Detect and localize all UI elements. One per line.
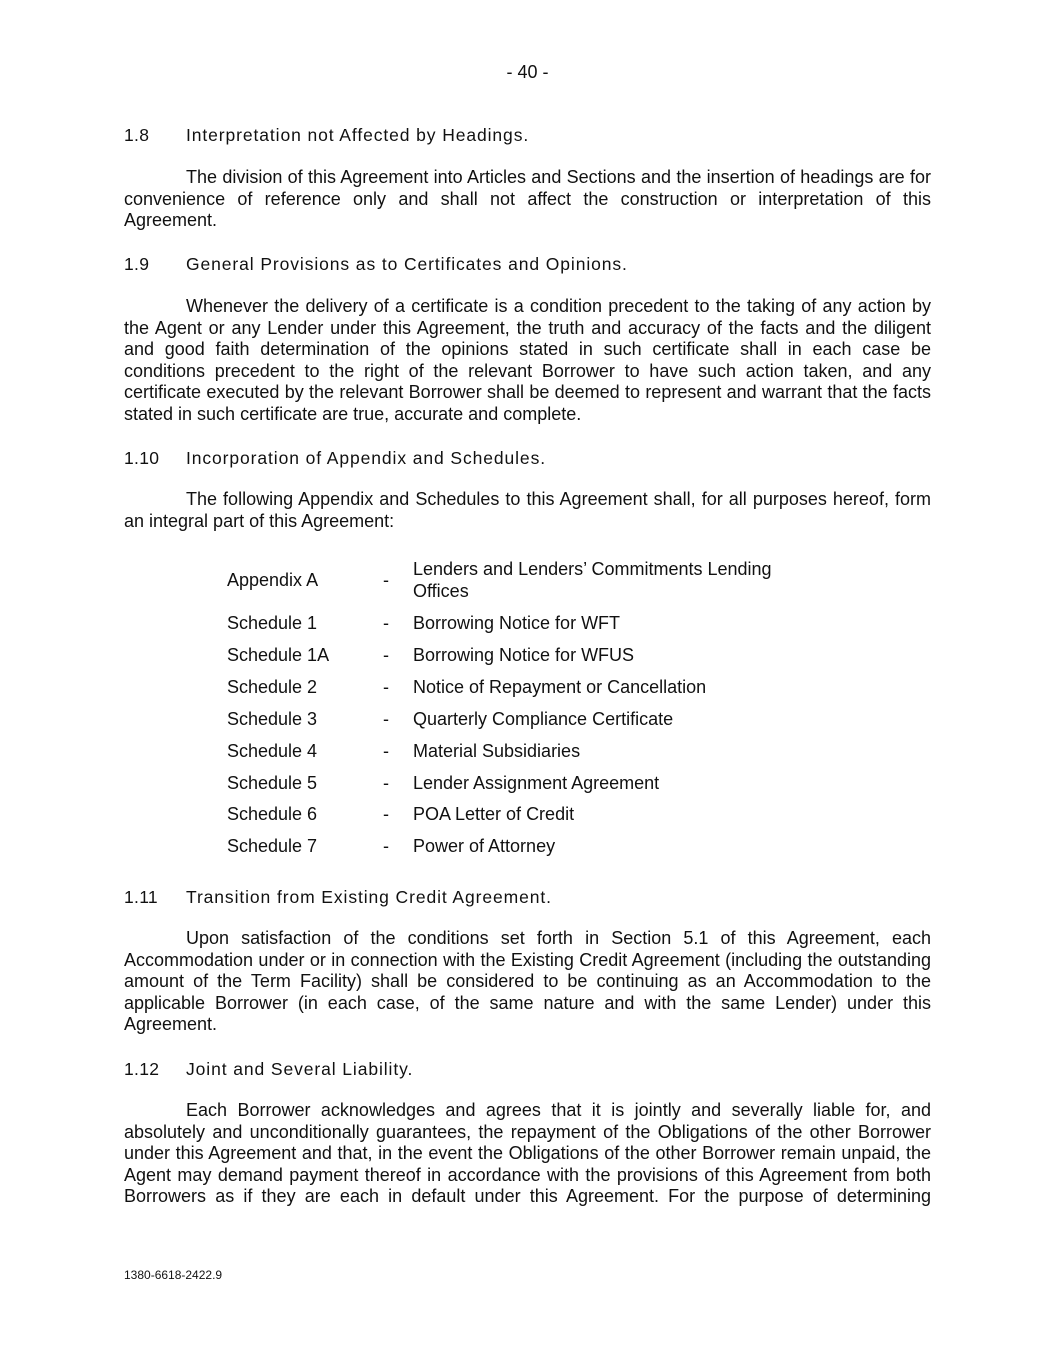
schedule-row [227,773,813,795]
section-body-1-10: The following Appendix and Schedules to this Agreement shall, for all purposes hereof, form an integral part of this Agreement: [124,489,931,531]
schedule-dash: - [383,740,389,761]
schedule-name: Schedule 1 [227,612,318,633]
section-title: Interpretation not Affected by Headings. [186,125,530,145]
section-title: Joint and Several Liability. [186,1059,414,1079]
schedule-row [227,677,813,699]
schedule-row [227,613,813,635]
schedule-name: Schedule 5 [227,772,318,793]
schedule-dash: - [383,676,389,697]
schedule-description: Borrowing Notice for WFUS [413,644,635,665]
schedule-dash: - [383,772,389,793]
schedule-dash: - [383,836,389,857]
section-heading-1-10 [124,447,546,469]
section-heading-1-9 [124,253,628,275]
schedule-description: Lender Assignment Agreement [413,772,660,793]
schedule-name: Appendix A [227,569,319,590]
section-body-1-11: Upon satisfaction of the conditions set forth in Section 5.1 of this Agreement, each Accommodation under or in connection with the Existing Credit Agreement (including the outstanding amount of the Term Facility) shall be considered to be continuing as an Accommodation to the applicable Borrower (in each case, of the same nature and with the same Lender) under this Agreement. [124,928,931,1035]
schedule-dash: - [383,612,389,633]
schedule-row [227,559,813,602]
schedule-name: Schedule 6 [227,804,318,825]
schedule-description: POA Letter of Credit [413,804,575,825]
section-number: 1.9 [124,254,150,274]
section-number: 1.10 [124,448,160,468]
section-heading-1-12 [124,1058,413,1080]
schedule-name: Schedule 1A [227,644,330,665]
section-heading-1-8 [124,124,529,146]
section-title: Incorporation of Appendix and Schedules. [186,448,546,468]
section-title: Transition from Existing Credit Agreement. [186,887,552,907]
schedule-description: Notice of Repayment or Cancellation [413,676,707,697]
schedule-row [227,709,813,731]
schedule-row [227,836,813,858]
schedule-name: Schedule 3 [227,708,318,729]
section-heading-1-11 [124,886,552,908]
schedule-dash: - [383,708,389,729]
schedule-dash: - [383,804,389,825]
schedule-row [227,741,813,763]
schedule-description: Power of Attorney [413,836,556,857]
schedule-description: Quarterly Compliance Certificate [413,708,674,729]
schedules-table [227,559,813,868]
schedule-name: Schedule 7 [227,836,318,857]
document-id-footer: 1380-6618-2422.9 [124,1268,223,1282]
schedule-name: Schedule 2 [227,676,318,697]
section-number: 1.12 [124,1059,160,1079]
schedule-dash: - [383,644,389,665]
schedule-description: Borrowing Notice for WFT [413,612,621,633]
schedule-row [227,804,813,826]
schedule-row [227,645,813,667]
page-number: - 40 - [506,62,549,82]
schedule-description: Lenders and Lenders’ Commitments Lending Offices [413,559,772,601]
section-number: 1.8 [124,125,150,145]
schedule-name: Schedule 4 [227,740,318,761]
schedule-description: Material Subsidiaries [413,740,581,761]
section-body-1-9: Whenever the delivery of a certificate is a condition precedent to the taking of any action by the Agent or any Lender under this Agreement, the truth and accuracy of the facts and the diligent and good faith determination of the opinions stated in such certificate shall in each case be conditions precedent to the right of the relevant Borrower to have such action taken, and any certificate executed by the relevant Borrower shall be deemed to represent and warrant that the facts stated in such certificate are true, accurate and complete. [124,296,931,424]
section-body-1-12: Each Borrower acknowledges and agrees that it is jointly and severally liable for, and absolutely and unconditionally guarantees, the repayment of the Obligations of the other Borrower under this Agreement and that, in the event the Obligations of the other Borrower remain unpaid, the Agent may demand payment thereof in accordance with the provisions of this Agreement from both Borrowers as if they are each in default under this Agreement. For the purpose of determining [124,1100,931,1207]
section-title: General Provisions as to Certificates and Opinions. [186,254,628,274]
section-body-1-8: The division of this Agreement into Articles and Sections and the insertion of headings are for convenience of reference only and shall not affect the construction or interpretation of this Agreement. [124,167,931,231]
schedule-dash: - [383,569,389,590]
section-number: 1.11 [124,887,158,907]
